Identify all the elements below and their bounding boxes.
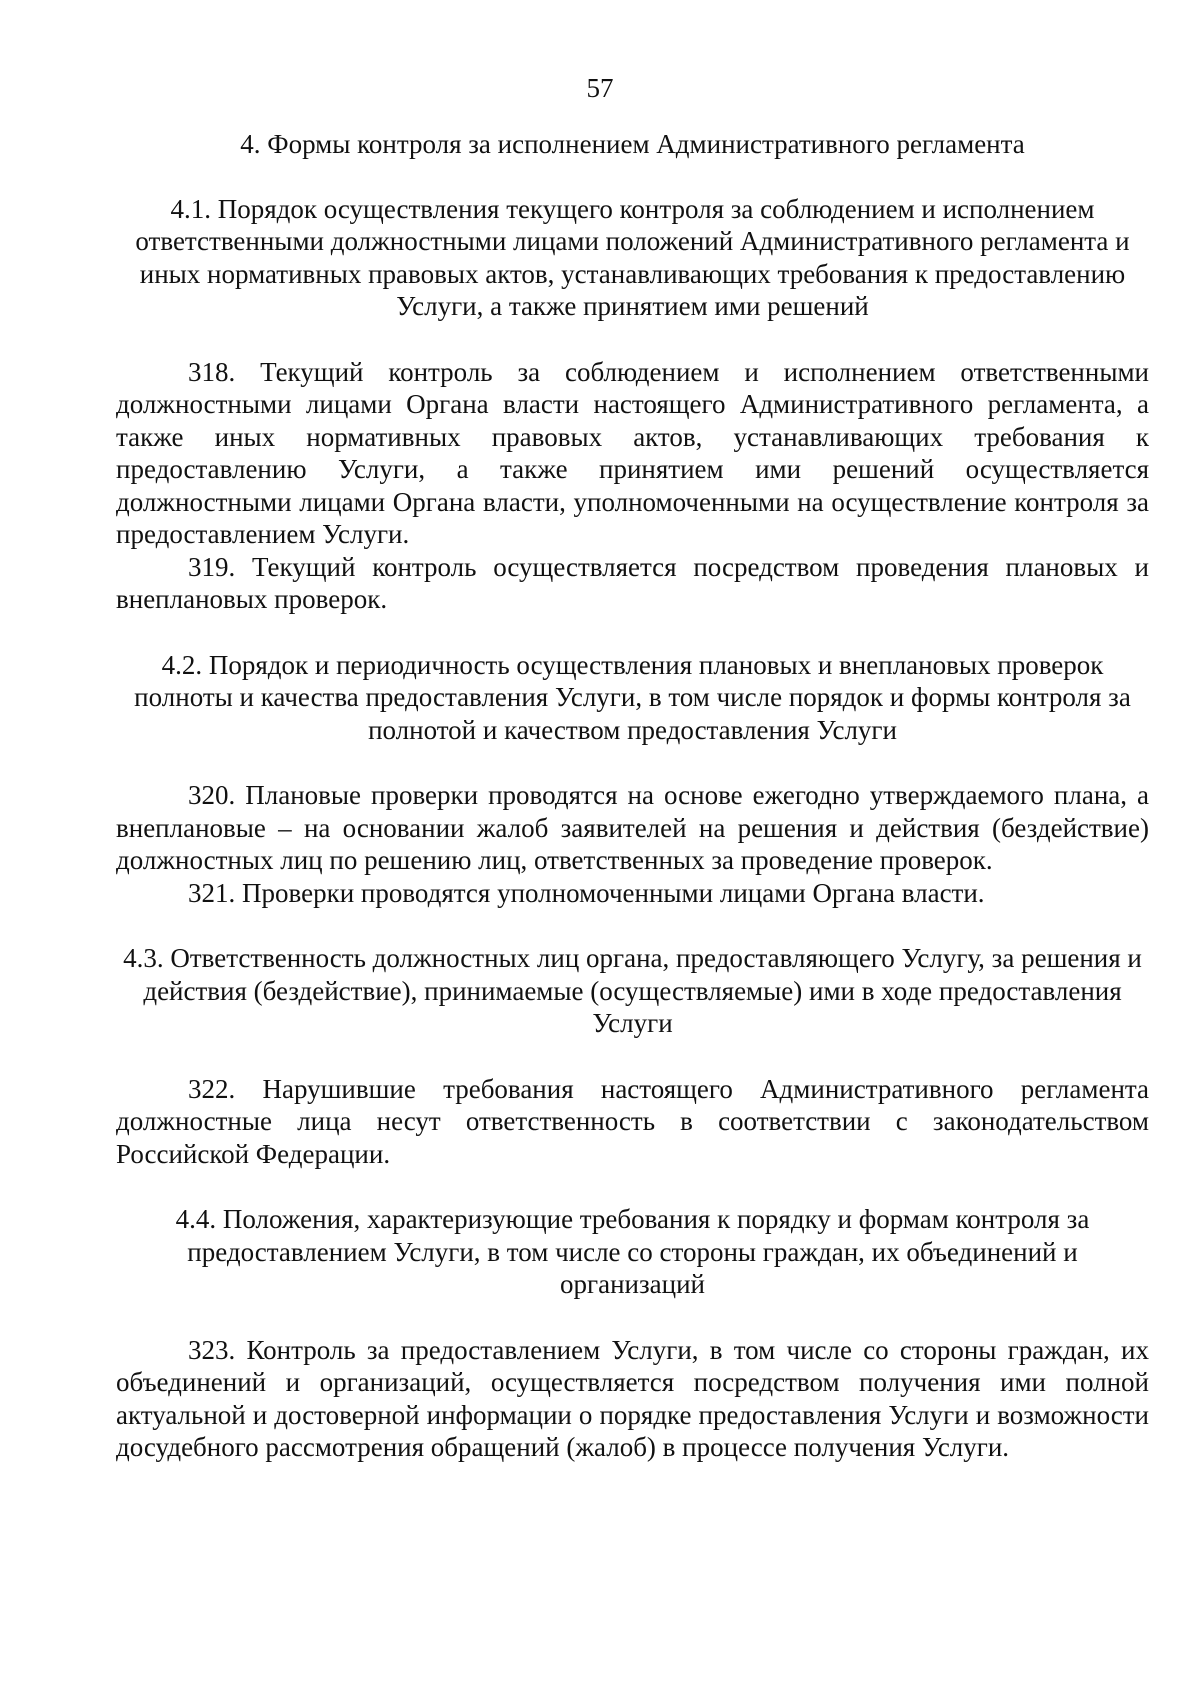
paragraph-319: 319. Текущий контроль осуществляется посредством проведения плановых и внеплановых проверок. [116,551,1149,614]
paragraph-320: 320. Плановые проверки проводятся на основе ежегодно утверждаемого плана, а внеплановые – на основании жалоб заявителей на решения и действия (бездействие) должностных лиц по решению лиц, ответственных за проведение проверок. [116,780,1149,875]
paragraph-321: 321. Проверки проводятся уполномоченными лицами Органа власти. [188,877,985,908]
page-number: 57 [586,73,614,103]
document-body [116,128,1149,1464]
section-heading-4-3: 4.3. Ответственность должностных лиц органа, предоставляющего Услугу, за решения и действия (бездействие), принимаемые (осуществляемые) ими в ходе предоставления Услуги [123,943,1142,1038]
section-heading-4-1: 4.1. Порядок осуществления текущего контроля за соблюдением и исполнением ответственными должностными лицами положений Административного регламента и иных нормативных правовых актов, устанавливающих требования к предоставлению Услуги, а также принятием ими решений [135,193,1130,321]
section-heading-4-4: 4.4. Положения, характеризующие требования к порядку и формам контроля за предоставлением Услуги, в том числе со стороны граждан, их объединений и организаций [175,1204,1090,1299]
chapter-title: 4. Формы контроля за исполнением Административного регламента [240,129,1025,159]
paragraph-322: 322. Нарушившие требования настоящего Административного регламента должностные лица несут ответственность в соответствии с законодательством Российской Федерации. [116,1073,1149,1169]
paragraph-323: 323. Контроль за предоставлением Услуги, в том числе со стороны граждан, их объединений и организаций, осуществляется посредством получения ими полной актуальной и достоверной информации о порядке предоставления Услуги и возможности досудебного рассмотрения обращений (жалоб) в процессе получения Услуги. [116,1334,1149,1462]
paragraph-318: 318. Текущий контроль за соблюдением и исполнением ответственными должностными лицами Органа власти настоящего Административного регламента, а также иных нормативных правовых актов, устанавливающих требования к предоставлению Услуги, а также принятием ими решений осуществляется должностными лицами Органа власти, уполномоченными на осуществление контроля за предоставлением Услуги. [116,356,1149,549]
section-heading-4-2: 4.2. Порядок и периодичность осуществления плановых и внеплановых проверок полноты и качества предоставления Услуги, в том числе порядок и формы контроля за полнотой и качеством предоставления Услуги [134,649,1131,745]
